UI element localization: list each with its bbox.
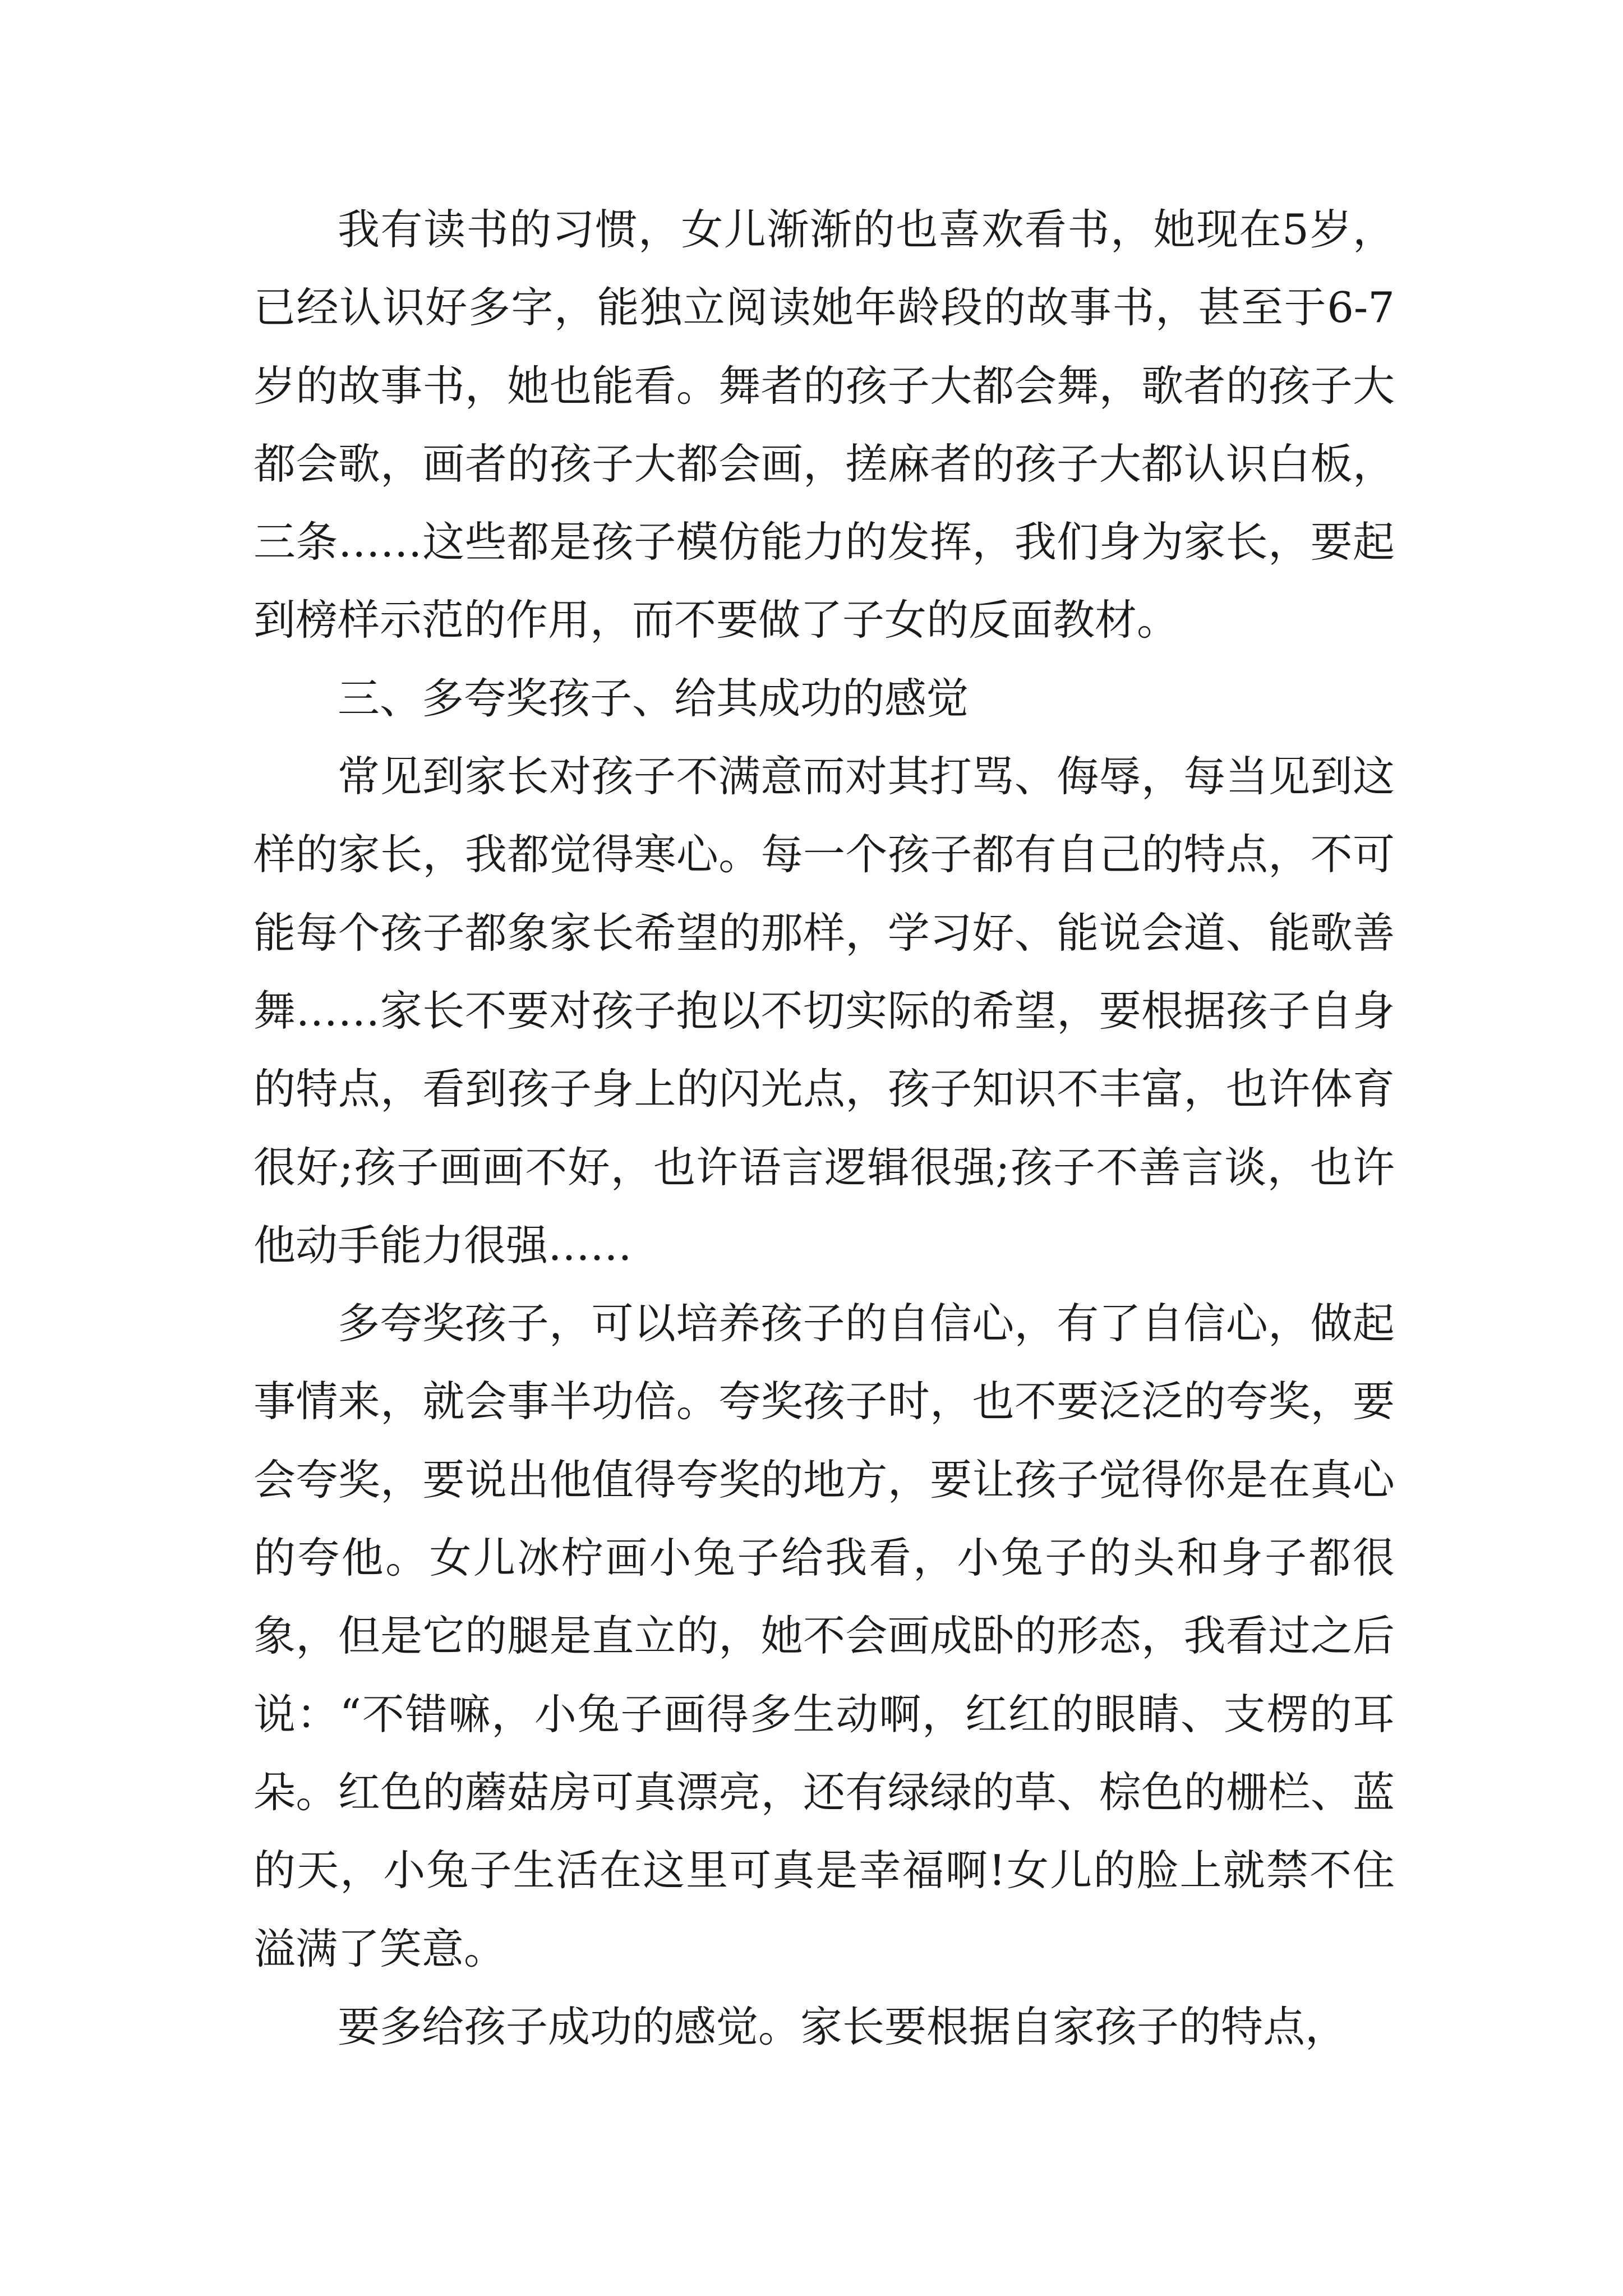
paragraph-parent-expectations: 常见到家长对孩子不满意而对其打骂、侮辱，每当见到这样的家长，我都觉得寒心。每一个孩子都有自己的特点，不可能每个孩子都象家长希望的那样，学习好、能说会道、能歌善舞……家长不要对孩子抱以不切实际的希望，要根据孩子自身的特点，看到孩子身上的闪光点，孩子知识不丰富，也许体育很好;孩子画画不好，也许语言逻辑很强;孩子不善言谈，也许他动手能力很强…… bbox=[253, 752, 1395, 1270]
paragraph-reading-habit: 我有读书的习惯，女儿渐渐的也喜欢看书，她现在5岁，已经认识好多字，能独立阅读她年龄段的故事书，甚至于6-7岁的故事书，她也能看。舞者的孩子大都会舞，歌者的孩子大都会歌，画者的孩子大都会画，搓麻者的孩子大都认识白板，三条……这些都是孩子模仿能力的发挥，我们身为家长，要起到榜样示范的作用，而不要做了子女的反面教材。 bbox=[253, 205, 1395, 645]
body-text bbox=[253, 191, 1395, 2066]
paragraph-praise-confidence: 多夸奖孩子，可以培养孩子的自信心，有了自信心，做起事情来，就会事半功倍。夸奖孩子时，也不要泛泛的夸奖，要会夸奖，要说出他值得夸奖的地方，要让孩子觉得你是在真心的夸他。女儿冰柠画小兔子给我看，小兔子的头和身子都很象，但是它的腿是直立的，她不会画成卧的形态，我看过之后说：“不错嘛，小兔子画得多生动啊，红红的眼睛、支楞的耳朵。红色的蘑菇房可真漂亮，还有绿绿的草、棕色的栅栏、蓝的天，小兔子生活在这里可真是幸福啊!女儿的脸上就禁不住溢满了笑意。 bbox=[253, 1299, 1395, 1973]
section-heading-praise: 三、多夸奖孩子、给其成功的感觉 bbox=[338, 673, 969, 723]
paragraph-success-feeling: 要多给孩子成功的感觉。家长要根据自家孩子的特点， bbox=[338, 2001, 1348, 2051]
